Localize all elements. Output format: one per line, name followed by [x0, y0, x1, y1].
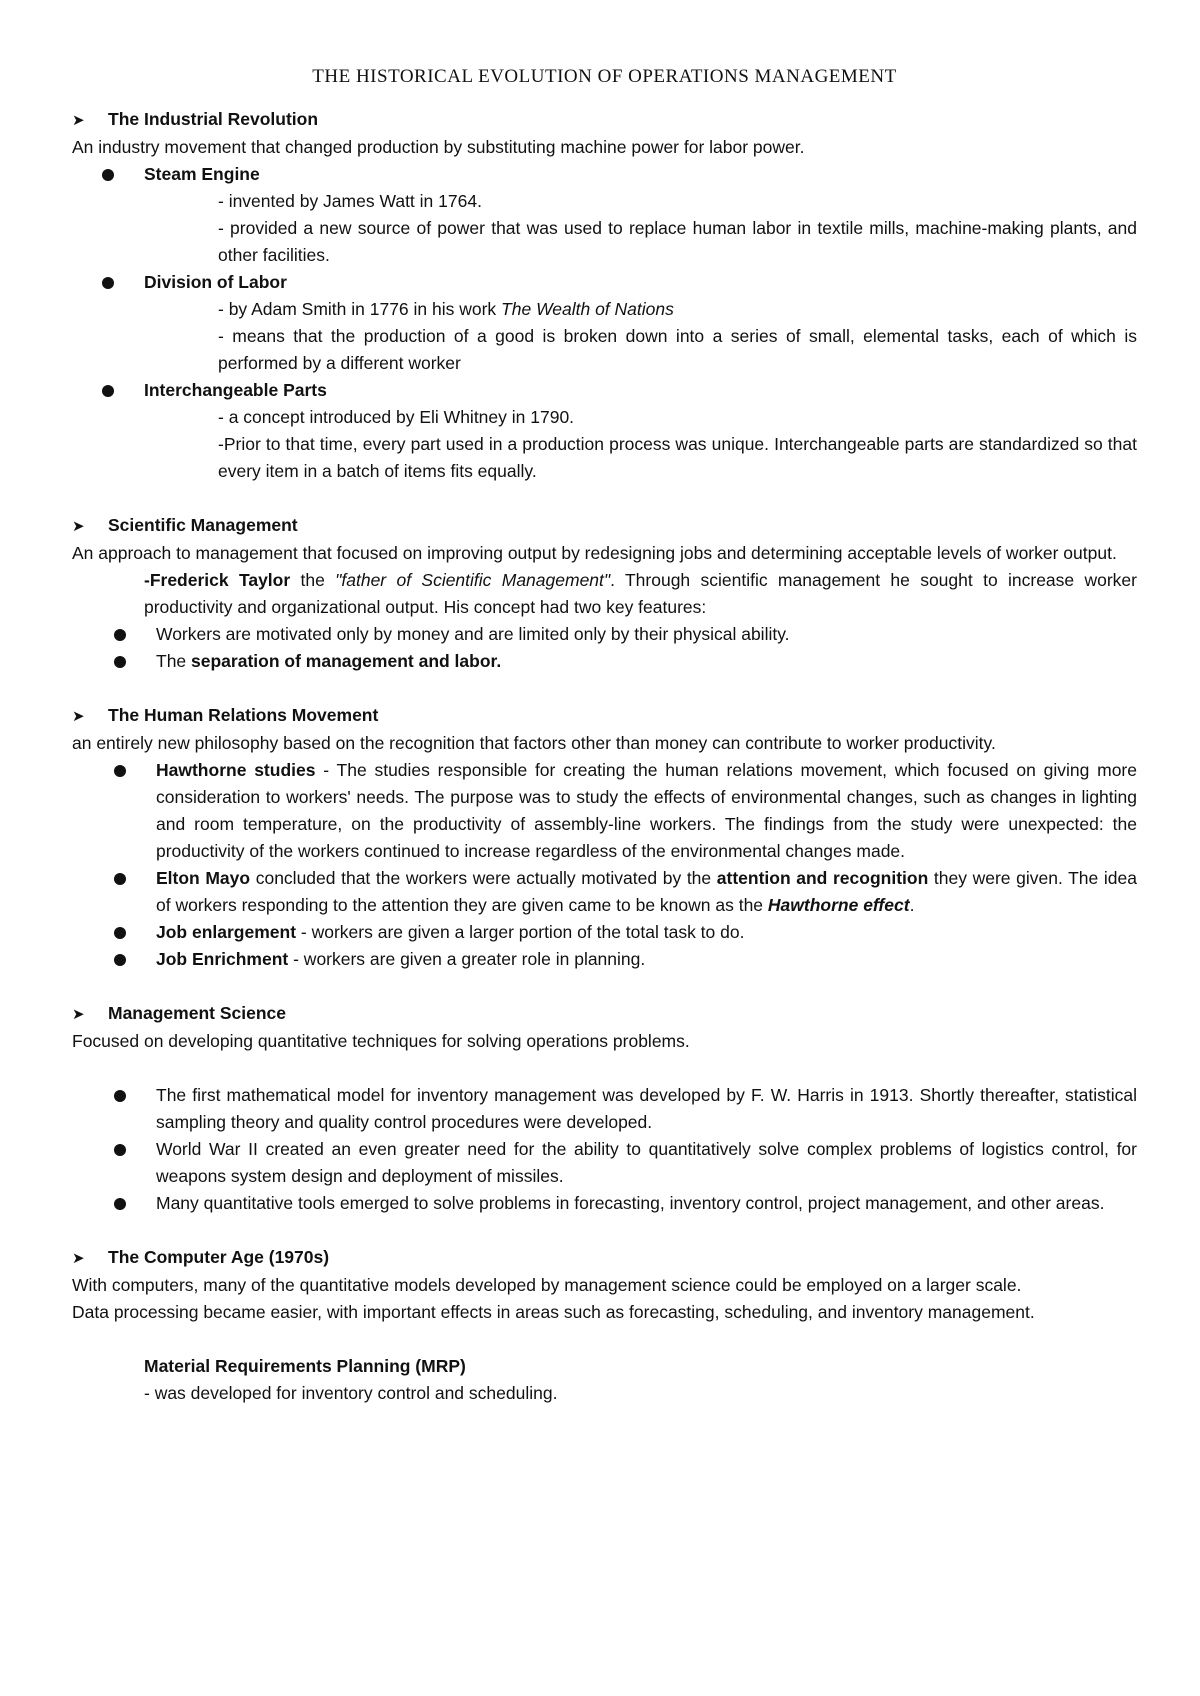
list-item-quantitative-tools: Many quantitative tools emerged to solve problems in forecasting, inventory control, project management, and other areas. [72, 1190, 1137, 1217]
interchangeable-line-2: -Prior to that time, every part used in a production process was unique. Interchangeable parts are standardized so that every item in a batch of items fits equally. [218, 434, 1137, 481]
scientific-intro: An approach to management that focused on improving output by redesigning jobs and determining acceptable levels of worker output. [72, 543, 1117, 563]
arrowhead-icon: ➤ [72, 1006, 85, 1023]
section-heading-industrial-revolution: ➤ The Industrial Revolution [72, 106, 1137, 134]
computer-para-1: With computers, many of the quantitative models developed by management science could be employed on a larger scale. [72, 1275, 1022, 1295]
list-item-harris-model: The first mathematical model for inventory management was developed by F. W. Harris in 1913. Shortly thereafter, statistical sampling theory and quality control procedures were developed. [72, 1082, 1137, 1136]
bullet-icon [114, 765, 126, 777]
steam-line-2: - provided a new source of power that was used to replace human labor in textile mills, machine-making plants, and other facilities. [218, 218, 1137, 265]
steam-line-1: - invented by James Watt in 1764. [218, 191, 482, 211]
list-item-hawthorne-studies: Hawthorne studies - The studies responsible for creating the human relations movement, which focused on giving more consideration to workers' needs. The purpose was to study the effects of environmental changes, such as changes in lighting and room temperature, on the productivity of assembly-line workers. The findings from the study were unexpected: the productivity of the workers continued to increase regardless of the environmental changes made. [72, 757, 1137, 865]
bullet-icon [114, 1144, 126, 1156]
bullet-icon [102, 277, 114, 289]
section-heading-human-relations: ➤ The Human Relations Movement [72, 702, 1137, 730]
list-item-elton-mayo: Elton Mayo concluded that the workers were actually motivated by the attention and recognition they were given. The idea of workers responding to the attention they are given came to be known as the Hawthorne effect. [72, 865, 1137, 919]
division-line-1: - by Adam Smith in 1776 in his work The Wealth of Nations [218, 299, 674, 319]
page-title: THE HISTORICAL EVOLUTION OF OPERATIONS MANAGEMENT [312, 66, 897, 87]
taylor-paragraph: -Frederick Taylor the "father of Scientific Management". Through scientific management he sought to increase worker productivity and organizational output. His concept had two key features: [144, 570, 1137, 617]
arrowhead-icon: ➤ [72, 112, 85, 129]
bullet-icon [114, 954, 126, 966]
bullet-icon [114, 1090, 126, 1102]
mrp-text: - was developed for inventory control and scheduling. [144, 1383, 558, 1403]
bullet-icon [114, 927, 126, 939]
section-heading-computer-age: ➤ The Computer Age (1970s) [72, 1244, 1137, 1272]
bullet-icon [114, 656, 126, 668]
arrowhead-icon: ➤ [72, 518, 85, 535]
interchangeable-line-1: - a concept introduced by Eli Whitney in 1790. [218, 407, 575, 427]
section-heading-scientific-management: ➤ Scientific Management [72, 512, 1137, 540]
book-title: The Wealth of Nations [501, 299, 674, 319]
industrial-intro: An industry movement that changed production by substituting machine power for labor power. [72, 137, 805, 157]
list-item-interchangeable-parts: Interchangeable Parts [72, 377, 1137, 404]
bullet-icon [114, 629, 126, 641]
list-item-world-war-ii: World War II created an even greater need for the ability to quantitatively solve complex problems of logistics control, for weapons system design and deployment of missiles. [72, 1136, 1137, 1190]
bullet-icon [102, 169, 114, 181]
arrowhead-icon: ➤ [72, 708, 85, 725]
list-item-job-enlargement: Job enlargement - workers are given a larger portion of the total task to do. [72, 919, 1137, 946]
computer-para-2: Data processing became easier, with important effects in areas such as forecasting, scheduling, and inventory management. [72, 1302, 1035, 1322]
bullet-icon [114, 873, 126, 885]
bullet-icon [102, 385, 114, 397]
document-page [72, 62, 1137, 1407]
bullet-icon [114, 1198, 126, 1210]
list-item-division-of-labor: Division of Labor [72, 269, 1137, 296]
list-item-steam-engine: Steam Engine [72, 161, 1137, 188]
list-item-separation: The separation of management and labor. [72, 648, 1137, 675]
mrp-heading: Material Requirements Planning (MRP) [144, 1356, 466, 1376]
list-item-job-enrichment: Job Enrichment - workers are given a greater role in planning. [72, 946, 1137, 973]
human-intro: an entirely new philosophy based on the recognition that factors other than money can contribute to worker productivity. [72, 733, 996, 753]
division-line-2: - means that the production of a good is broken down into a series of small, elemental tasks, each of which is performed by a different worker [218, 326, 1137, 373]
mgmt-science-intro: Focused on developing quantitative techniques for solving operations problems. [72, 1031, 690, 1051]
arrowhead-icon: ➤ [72, 1250, 85, 1267]
list-item-motivated-by-money: Workers are motivated only by money and are limited only by their physical ability. [72, 621, 1137, 648]
section-heading-management-science: ➤ Management Science [72, 1000, 1137, 1028]
